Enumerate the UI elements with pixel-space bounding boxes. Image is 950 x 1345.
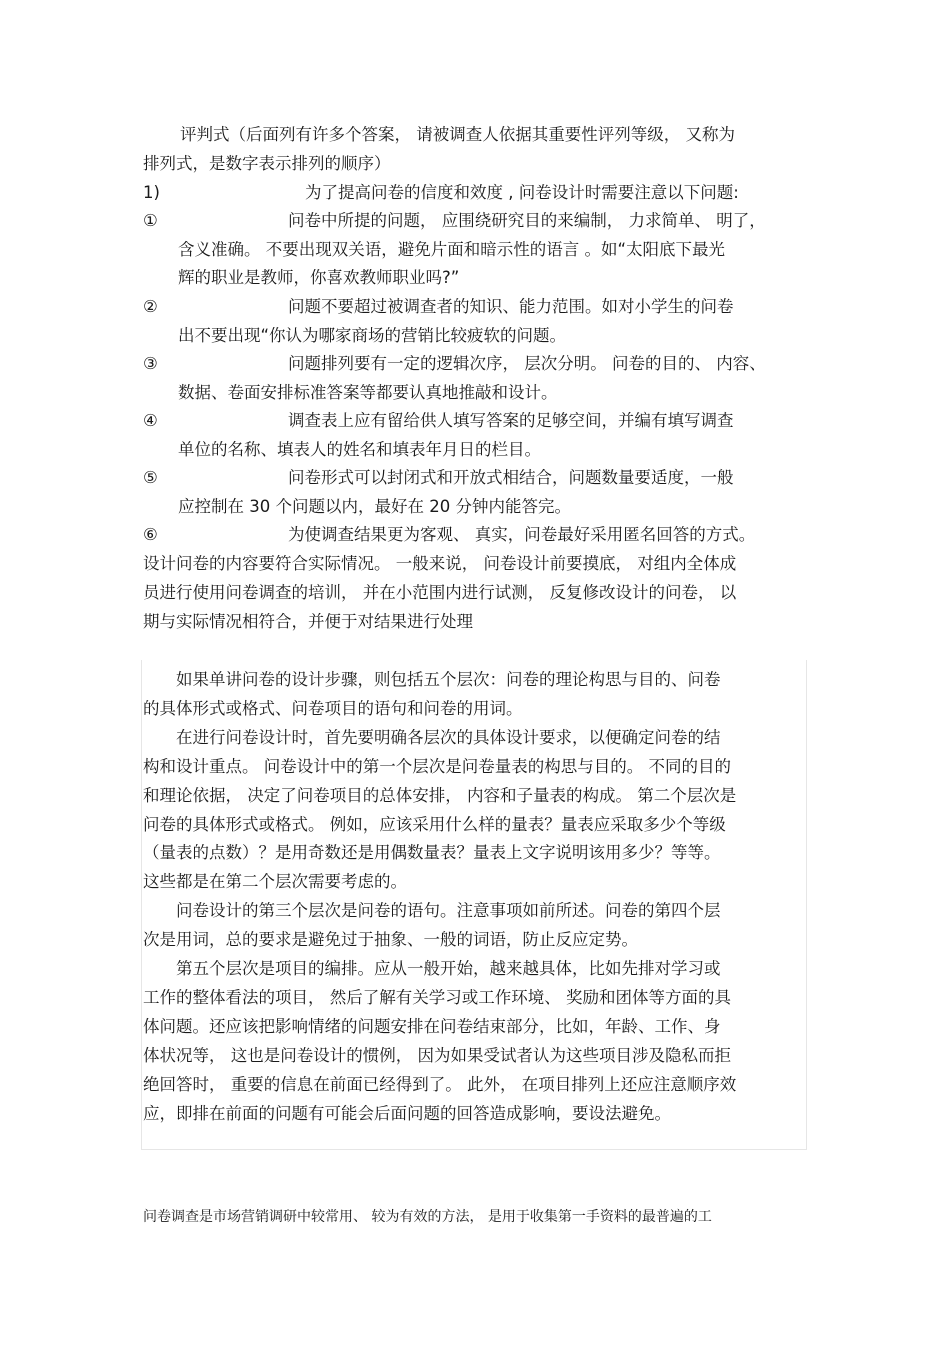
item-4-marker: ④ bbox=[143, 411, 158, 430]
point-marker: 1) bbox=[143, 183, 160, 202]
item-2-line-1: 问题不要超过被调查者的知识、能力范围。如对小学生的问卷 bbox=[288, 297, 734, 316]
item-3-marker: ③ bbox=[143, 354, 158, 373]
item-6-marker: ⑥ bbox=[143, 525, 158, 544]
item-1-marker: ① bbox=[143, 211, 158, 230]
item-5-line-1: 问卷形式可以封闭式和开放式相结合，问题数量要适度，一般 bbox=[288, 468, 734, 487]
item-3-line-1: 问题排列要有一定的逻辑次序， 层次分明。 问卷的目的、 内容、 bbox=[288, 354, 766, 373]
item-2-line-2: 出不要出现“你认为哪家商场的营销比较疲软的问题。 bbox=[178, 326, 567, 345]
s2-line-2: 的具体形式或格式、问卷项目的语句和问卷的用词。 bbox=[143, 699, 523, 718]
item-5-line-2: 应控制在 30 个问题以内，最好在 20 分钟内能答完。 bbox=[178, 497, 571, 516]
point-title: 为了提高问卷的信度和效度 , 问卷设计时需要注意以下问题: bbox=[305, 183, 739, 202]
closing-line-2: 员进行使用问卷调查的培训， 并在小范围内进行试测， 反复修改设计的问卷， 以 bbox=[143, 583, 737, 602]
item-4-line-1: 调查表上应有留给供人填写答案的足够空间，并编有填写调查 bbox=[288, 411, 734, 430]
s2-line-16: 应，即排在前面的问题有可能会后面问题的回答造成影响，要设法避免。 bbox=[143, 1104, 671, 1123]
s2-line-3: 在进行问卷设计时，首先要明确各层次的具体设计要求，以便确定问卷的结 bbox=[176, 728, 721, 747]
s2-line-8: 这些都是在第二个层次需要考虑的。 bbox=[143, 872, 407, 891]
footer-line: 问卷调查是市场营销调研中较常用、 较为有效的方法， 是用于收集第一手资料的最普遍的工 bbox=[143, 1209, 712, 1225]
item-6-line-1: 为使调查结果更为客观、 真实，问卷最好采用匿名回答的方式。 bbox=[288, 525, 756, 544]
s2-line-9: 问卷设计的第三个层次是问卷的语句。注意事项如前所述。问卷的第四个层 bbox=[176, 901, 721, 920]
item-4-line-2: 单位的名称、填表人的姓名和填表年月日的栏目。 bbox=[178, 440, 541, 459]
s2-line-14: 体状况等， 这也是问卷设计的惯例， 因为如果受试者认为这些项目涉及隐私而拒 bbox=[143, 1046, 731, 1065]
s2-line-4: 构和设计重点。 问卷设计中的第一个层次是问卷量表的构思与目的。 不同的目的 bbox=[143, 757, 731, 776]
item-5-marker: ⑤ bbox=[143, 468, 158, 487]
s2-line-1: 如果单讲问卷的设计步骤，则包括五个层次：问卷的理论构思与目的、问卷 bbox=[176, 670, 721, 689]
closing-line-1: 设计问卷的内容要符合实际情况。 一般来说， 问卷设计前要摸底， 对组内全体成 bbox=[143, 554, 737, 573]
item-2-marker: ② bbox=[143, 297, 158, 316]
intro-line-1: 评判式（后面列有许多个答案， 请被调查人依据其重要性评列等级， 又称为 bbox=[180, 125, 735, 144]
item-1-line-2: 含义准确。 不要出现双关语，避免片面和暗示性的语言 。如“太阳底下最光 bbox=[178, 240, 726, 259]
s2-line-15: 绝回答时， 重要的信息在前面已经得到了。 此外， 在项目排列上还应注意顺序效 bbox=[143, 1075, 737, 1094]
s2-line-7: （量表的点数）？是用奇数还是用偶数量表？量表上文字说明该用多少？等等。 bbox=[143, 843, 721, 862]
item-3-line-2: 数据、卷面安排标准答案等都要认真地推敲和设计。 bbox=[178, 383, 558, 402]
s2-line-11: 第五个层次是项目的编排。应从一般开始，越来越具体，比如先排对学习或 bbox=[176, 959, 721, 978]
s2-line-12: 工作的整体看法的项目， 然后了解有关学习或工作环境、 奖励和团体等方面的具 bbox=[143, 988, 731, 1007]
s2-line-6: 问卷的具体形式或格式。 例如，应该采用什么样的量表？量表应采取多少个等级 bbox=[143, 815, 726, 834]
s2-line-5: 和理论依据， 决定了问卷项目的总体安排， 内容和子量表的构成。 第二个层次是 bbox=[143, 786, 737, 805]
item-1-line-3: 辉的职业是教师，你喜欢教师职业吗?” bbox=[178, 268, 460, 287]
intro-line-2: 排列式，是数字表示排列的顺序） bbox=[143, 154, 391, 173]
s2-line-10: 次是用词，总的要求是避免过于抽象、一般的词语，防止反应定势。 bbox=[143, 930, 638, 949]
item-1-line-1: 问卷中所提的问题， 应围绕研究目的来编制， 力求简单、 明了， bbox=[288, 211, 766, 230]
s2-line-13: 体问题。还应该把影响情绪的问题安排在问卷结束部分，比如，年龄、工作、身 bbox=[143, 1017, 721, 1036]
closing-line-3: 期与实际情况相符合，并便于对结果进行处理 bbox=[143, 612, 473, 631]
